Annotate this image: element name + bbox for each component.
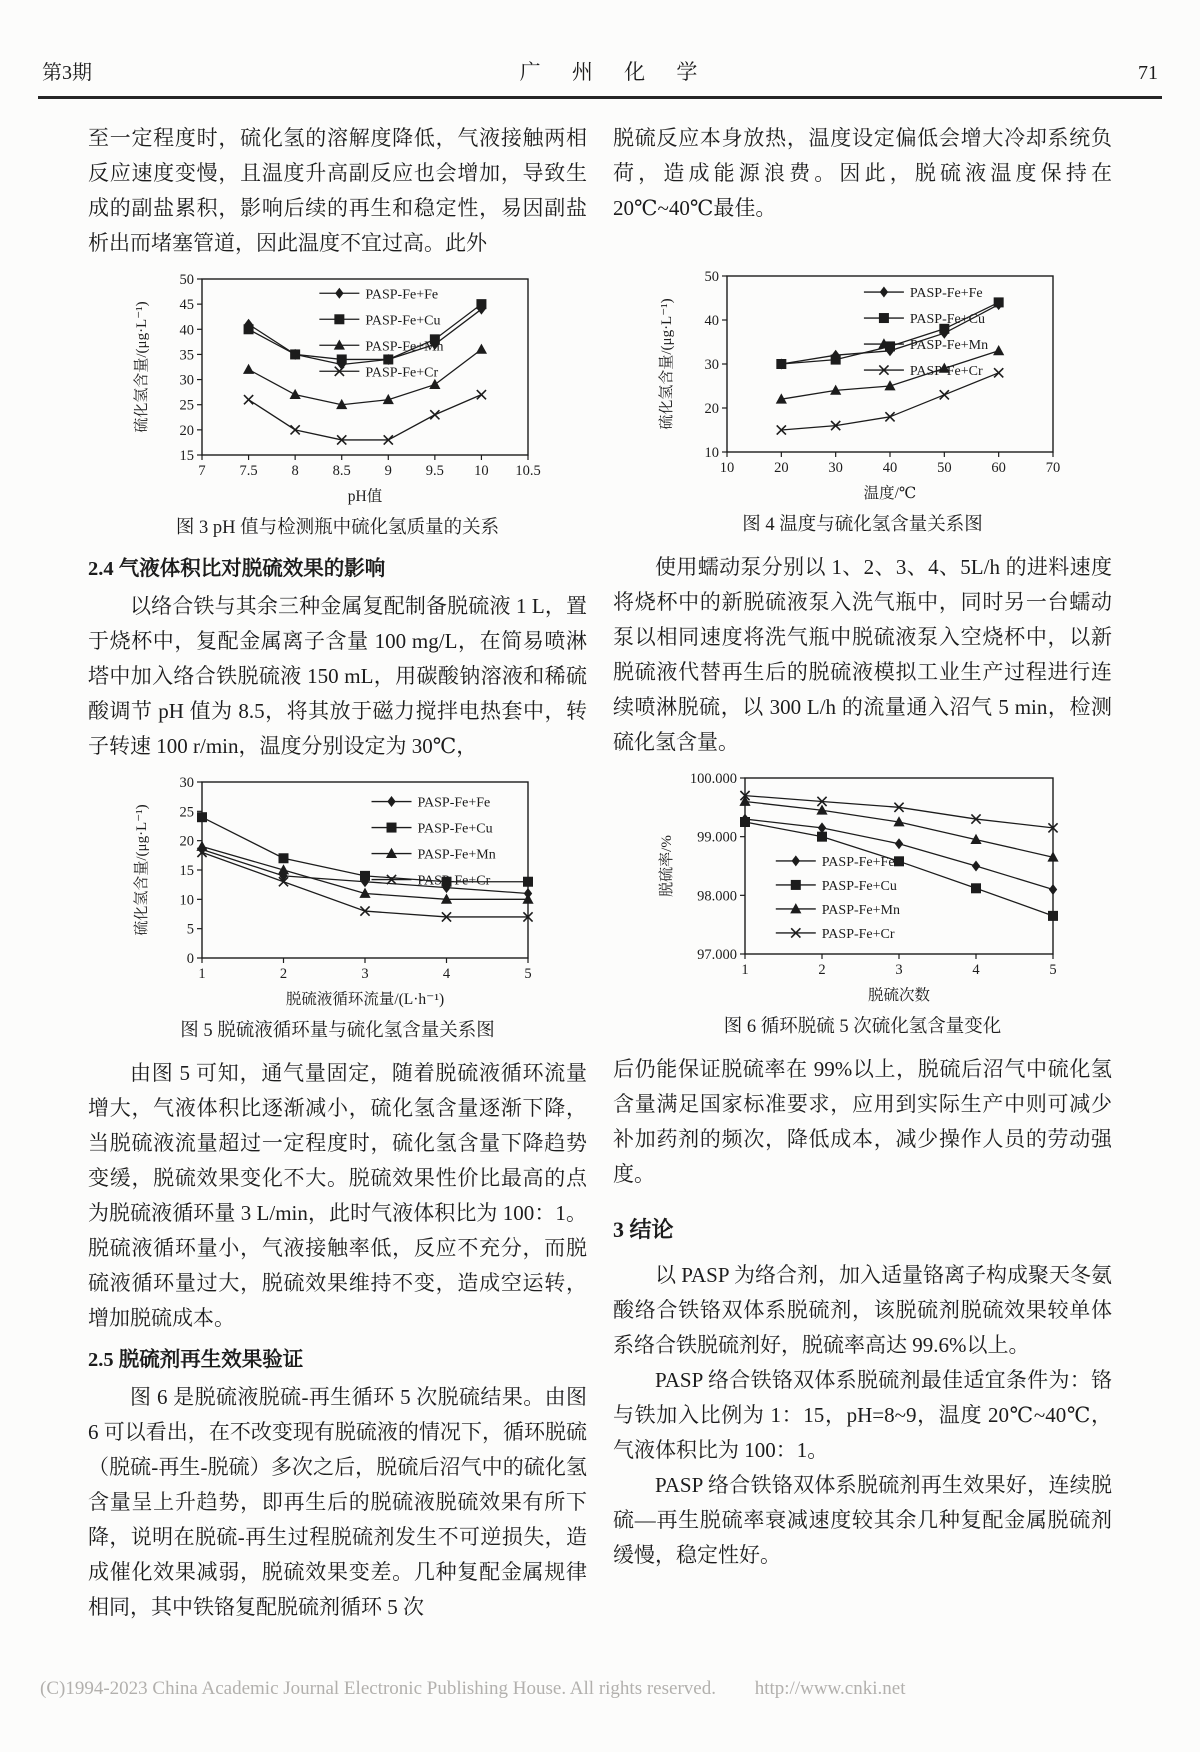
figure4-line-chart xyxy=(657,266,1069,504)
svg-text:98.000: 98.000 xyxy=(696,888,737,905)
svg-text:30: 30 xyxy=(827,460,843,476)
svg-text:脱硫率/%: 脱硫率/% xyxy=(658,835,675,897)
cnki-copyright-footer xyxy=(40,1678,1160,1700)
svg-text:3: 3 xyxy=(894,962,903,978)
svg-text:10.5: 10.5 xyxy=(514,463,541,479)
paragraph-2-4: 以络合铁与其余三种金属复配制备脱硫液 1 L，置于烧杯中，复配金属离子含量 100 mg/L，在简易喷淋塔中加入络合铁脱硫液 150 mL，用碳酸钠溶液和稀硫酸调节 pH 值为 8.5，将其放于磁力搅拌电热套中，转子转速 100 r/min，温度分别设定为 30℃， xyxy=(88,594,587,758)
svg-text:4: 4 xyxy=(442,966,450,982)
svg-text:10: 10 xyxy=(473,463,489,479)
figure3-caption: 图 3 pH 值与检测瓶中硫化氢质量的关系 xyxy=(175,518,500,538)
svg-text:40: 40 xyxy=(179,322,194,339)
svg-text:PASP-Fe+Mn: PASP-Fe+Mn xyxy=(364,339,444,355)
page-number: 71 xyxy=(1138,62,1158,84)
figure-4 xyxy=(657,266,1069,536)
svg-text:25: 25 xyxy=(179,397,194,414)
svg-text:9: 9 xyxy=(384,463,392,479)
svg-text:40: 40 xyxy=(704,313,719,329)
svg-text:7: 7 xyxy=(197,463,206,479)
svg-text:50: 50 xyxy=(179,272,194,288)
svg-text:3: 3 xyxy=(360,966,369,982)
paragraph-method: 使用蠕动泵分别以 1、2、3、4、5L/h 的进料速度将烧杯中的新脱硫液泵入洗气瓶中，同时另一台蠕动泵以相同速度将洗气瓶中脱硫液泵入空烧杯中，以新脱硫液代替再生后的脱硫液模拟工业生产过程进行连续喷淋脱硫，以 300 L/h 的流量通入沼气 5 min，检测硫化氢含量。 xyxy=(613,555,1112,754)
paragraph-temperature-continued: 至一定程度时，硫化氢的溶解度降低，气液接触两相反应速度变慢，且温度升高副反应也会增加，导致生成的副盐累积，影响后续的再生和稳定性，易因副盐析出而堵塞管道，因此温度不宜过高。此外 xyxy=(88,126,587,255)
figure-3 xyxy=(132,269,544,539)
svg-text:15: 15 xyxy=(179,448,194,464)
svg-text:8.5: 8.5 xyxy=(332,463,351,479)
svg-text:硫化氢含量/(μg·L⁻¹): 硫化氢含量/(μg·L⁻¹) xyxy=(133,804,150,936)
svg-text:8: 8 xyxy=(291,463,299,479)
svg-text:40: 40 xyxy=(882,460,897,476)
svg-text:PASP-Fe+Mn: PASP-Fe+Mn xyxy=(909,338,988,354)
svg-text:10: 10 xyxy=(719,460,734,476)
paragraph-2-5: 图 6 是脱硫液脱硫-再生循环 5 次脱硫结果。由图 6 可以看出，在不改变现有脱硫液的情况下，循环脱硫（脱硫-再生-脱硫）多次之后，脱硫后沼气中的硫化氢含量呈上升趋势，即再生后的脱硫液脱硫效果有所下降，说明在脱硫-再生过程脱硫剂发生不可逆损失，造成催化效果减弱，脱硫效果变差。几种复配金属规律相同，其中铁铬复配脱硫剂循环 5 次 xyxy=(88,1385,587,1619)
svg-text:5: 5 xyxy=(523,966,532,982)
figure4-caption: 图 4 温度与硫化氢含量关系图 xyxy=(742,515,983,535)
svg-text:PASP-Fe+Cu: PASP-Fe+Cu xyxy=(364,313,440,329)
figure6-caption: 图 6 循环脱硫 5 次硫化氢含量变化 xyxy=(723,1017,1002,1037)
svg-text:97.000: 97.000 xyxy=(696,947,737,963)
svg-text:5: 5 xyxy=(1048,962,1057,978)
right-column xyxy=(613,121,1112,1625)
figure-6 xyxy=(657,768,1069,1038)
svg-text:5: 5 xyxy=(186,921,194,938)
svg-text:4: 4 xyxy=(971,962,980,978)
figure5-line-chart xyxy=(132,772,544,1010)
journal-title: 广 州 化 学 xyxy=(519,60,711,84)
svg-text:10: 10 xyxy=(704,445,719,461)
svg-text:35: 35 xyxy=(179,347,194,364)
svg-text:硫化氢含量/(μg·L⁻¹): 硫化氢含量/(μg·L⁻¹) xyxy=(658,298,675,430)
svg-text:1: 1 xyxy=(740,962,749,978)
svg-text:PASP-Fe+Fe: PASP-Fe+Fe xyxy=(909,286,983,302)
svg-text:PASP-Fe+Fe: PASP-Fe+Fe xyxy=(417,795,490,811)
paragraph-conclusion-3: PASP 络合铁铬双体系脱硫剂再生效果好，连续脱硫—再生脱硫率衰减速度较其余几种复配金属脱硫剂缓慢，稳定性好。 xyxy=(613,1473,1112,1567)
svg-text:99.000: 99.000 xyxy=(696,829,737,846)
two-column-body xyxy=(88,121,1112,1625)
svg-text:25: 25 xyxy=(179,804,194,821)
svg-text:60: 60 xyxy=(990,460,1006,476)
svg-text:30: 30 xyxy=(179,775,194,791)
cnki-url: http://www.cnki.net xyxy=(754,1678,906,1699)
svg-text:PASP-Fe+Cr: PASP-Fe+Cr xyxy=(821,926,895,942)
svg-text:20: 20 xyxy=(773,460,789,476)
svg-text:PASP-Fe+Mn: PASP-Fe+Mn xyxy=(821,902,900,918)
svg-text:脱硫次数: 脱硫次数 xyxy=(867,987,930,1004)
svg-text:温度/℃: 温度/℃ xyxy=(863,485,916,502)
issue-label: 第3期 xyxy=(42,62,92,84)
svg-text:9.5: 9.5 xyxy=(425,463,444,479)
svg-text:100.000: 100.000 xyxy=(689,771,737,787)
svg-text:PASP-Fe+Cu: PASP-Fe+Cu xyxy=(909,312,985,328)
paragraph-figure6-discussion: 后仍能保证脱硫率在 99%以上，脱硫后沼气中硫化氢含量满足国家标准要求，应用到实际生产中则可减少补加药剂的频次，降低成本，减少操作人员的劳动强度。 xyxy=(613,1057,1112,1186)
page-header xyxy=(38,56,1162,99)
svg-text:10: 10 xyxy=(179,892,194,909)
svg-text:pH值: pH值 xyxy=(347,488,382,505)
section-heading-2-5: 2.5 脱硫剂再生效果验证 xyxy=(88,1349,304,1371)
svg-text:PASP-Fe+Fe: PASP-Fe+Fe xyxy=(364,287,438,303)
svg-text:20: 20 xyxy=(179,422,194,439)
svg-text:20: 20 xyxy=(704,401,719,417)
svg-text:30: 30 xyxy=(179,372,194,389)
paragraph-figure5-discussion: 由图 5 可知，通气量固定，随着脱硫液循环流量增大，气液体积比逐渐减小，硫化氢含量逐渐下降，当脱硫液流量超过一定程度时，硫化氢含量下降趋势变缓，脱硫效果变化不大。脱硫效果性价比最高的点为脱硫液循环量 3 L/min，此时气液体积比为 100：1。脱硫液循环量小，气液接触率低，反应不充分，而脱硫液循环量过大，脱硫效果维持不变，造成空运转，增加脱硫成本。 xyxy=(88,1061,587,1330)
svg-text:50: 50 xyxy=(704,269,719,285)
svg-text:PASP-Fe+Cr: PASP-Fe+Cr xyxy=(909,364,983,380)
left-column xyxy=(88,121,587,1625)
svg-text:2: 2 xyxy=(279,966,287,982)
section-heading-3: 3 结论 xyxy=(613,1217,674,1242)
svg-text:硫化氢含量/(μg·L⁻¹): 硫化氢含量/(μg·L⁻¹) xyxy=(133,301,150,433)
paragraph-exotherm: 脱硫反应本身放热，温度设定偏低会增大冷却系统负荷，造成能源浪费。因此，脱硫液温度保持在20℃~40℃最佳。 xyxy=(613,126,1112,220)
svg-text:PASP-Fe+Cu: PASP-Fe+Cu xyxy=(417,821,493,837)
figure-5 xyxy=(132,772,544,1042)
svg-text:PASP-Fe+Fe: PASP-Fe+Fe xyxy=(821,854,895,870)
paragraph-conclusion-2: PASP 络合铁铬双体系脱硫剂最佳适宜条件为：铬与铁加入比例为 1：15，pH=8~9，温度 20℃~40℃，气液体积比为 100：1。 xyxy=(613,1368,1112,1462)
svg-text:1: 1 xyxy=(197,966,206,982)
svg-text:30: 30 xyxy=(704,357,719,373)
figure3-line-chart xyxy=(132,269,544,507)
svg-text:20: 20 xyxy=(179,833,194,850)
section-heading-2-4: 2.4 气液体积比对脱硫效果的影响 xyxy=(88,558,386,580)
svg-text:50: 50 xyxy=(936,460,952,476)
svg-text:PASP-Fe+Cu: PASP-Fe+Cu xyxy=(821,878,897,894)
figure6-line-chart xyxy=(657,768,1069,1006)
svg-text:PASP-Fe+Cr: PASP-Fe+Cr xyxy=(417,873,490,889)
svg-text:脱硫液循环流量/(L·h⁻¹): 脱硫液循环流量/(L·h⁻¹) xyxy=(285,991,444,1008)
svg-text:PASP-Fe+Cr: PASP-Fe+Cr xyxy=(364,365,438,381)
svg-text:PASP-Fe+Mn: PASP-Fe+Mn xyxy=(417,847,496,863)
svg-text:15: 15 xyxy=(179,863,194,879)
svg-text:70: 70 xyxy=(1045,460,1060,476)
figure5-caption: 图 5 脱硫液循环量与硫化氢含量关系图 xyxy=(180,1021,495,1041)
svg-text:0: 0 xyxy=(186,951,194,967)
svg-text:2: 2 xyxy=(817,962,826,978)
copyright-text: (C)1994-2023 China Academic Journal Electronic Publishing House. All rights reserved. xyxy=(40,1678,716,1699)
svg-text:7.5: 7.5 xyxy=(239,463,258,479)
svg-text:45: 45 xyxy=(179,297,194,314)
paragraph-conclusion-1: 以 PASP 为络合剂，加入适量铬离子构成聚天冬氨酸络合铁铬双体系脱硫剂，该脱硫剂脱硫效果较单体系络合铁脱硫剂好，脱硫率高达 99.6%以上。 xyxy=(613,1263,1112,1357)
